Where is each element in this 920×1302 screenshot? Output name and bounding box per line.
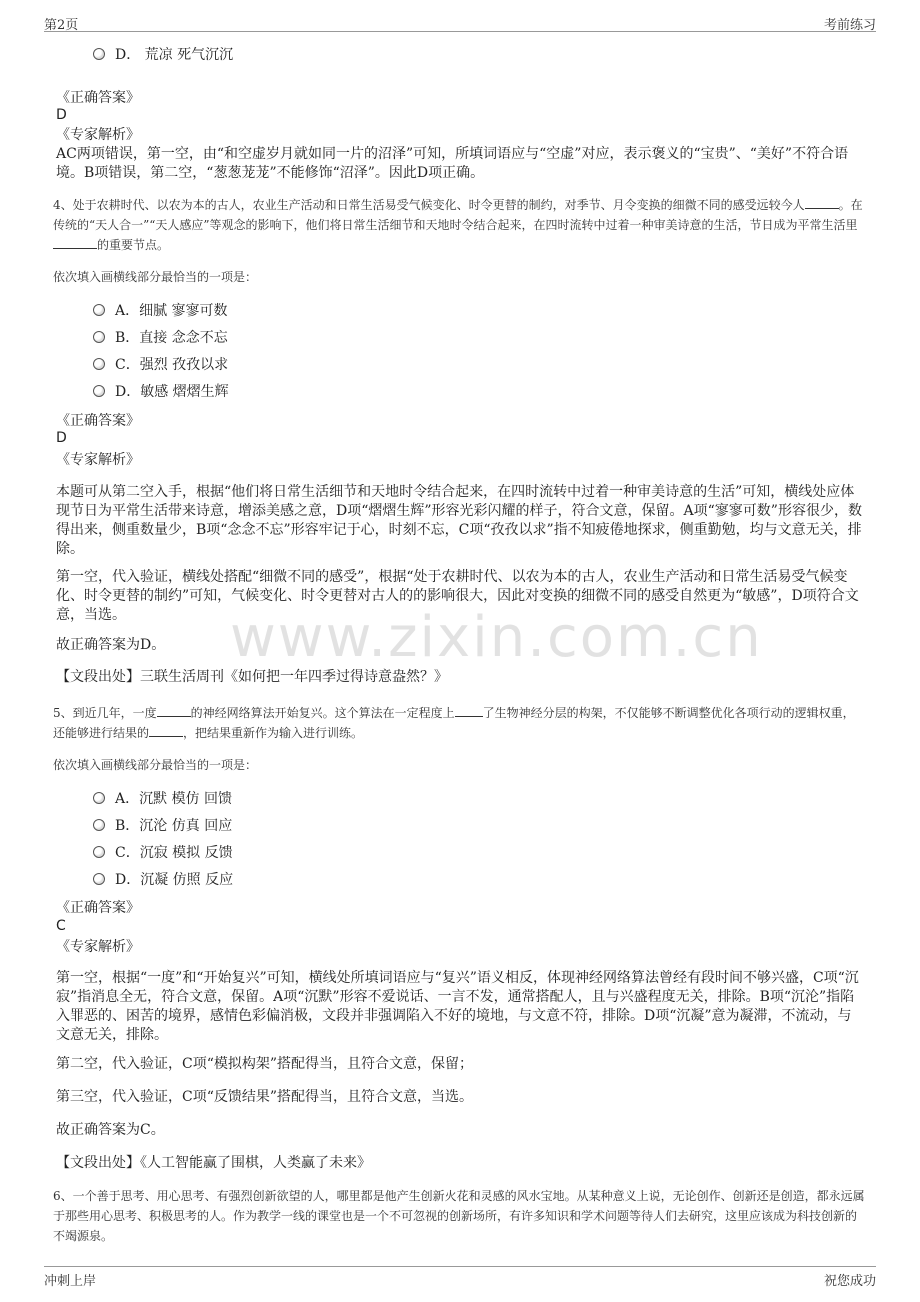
q6-stem: 6、一个善于思考、用心思考、有强烈创新欲望的人，哪里都是他产生创新火花和灵感的风水宝地。从某种意义上说，无论创作、创新还是创造，都永远属于那些用心思考、积极思考的人。作为教学一线的课堂也是一个不可忽视的创新场所，有许多知识和学术问题等待人们去研究，这里应该成为科技创新的不竭源泉。 — [53, 1189, 865, 1243]
q4-source: 【文段出处】三联生活周刊《如何把一年四季过得诗意盎然？》 — [56, 669, 448, 685]
q5-answer-label: 《正确答案》 — [56, 900, 140, 916]
q4-analysis-p2: 第一空，代入验证，横线处搭配“细微不同的感受”，根据“处于农耕时代、以农为本的古人，农业生产活动和日常生活易受气候变化、时令更替的制约”可知，气候变化、时令更替对古人的的影响很大，因此对变换的细微不同的感受自然更为“敏感”，D项符合文意，当选。 — [56, 569, 859, 623]
footer-left: 冲刺上岸 — [44, 1274, 97, 1289]
blank-2 — [53, 236, 97, 249]
q4-option-c[interactable]: C．强烈 孜孜以求 — [93, 356, 228, 374]
q5-option-b[interactable]: B．沉沦 仿真 回应 — [93, 817, 232, 835]
q5-option-c[interactable]: C．沉寂 模拟 反馈 — [93, 844, 233, 862]
header-title: 考前练习 — [823, 18, 876, 33]
blank-1 — [157, 704, 191, 717]
radio-icon[interactable] — [93, 846, 105, 858]
header-page-number: 第2页 — [44, 18, 79, 33]
radio-icon[interactable] — [93, 358, 105, 370]
q4-option-d[interactable]: D．敏感 熠熠生辉 — [93, 383, 229, 401]
q3-analysis: AC两项错误，第一空，由“和空虚岁月就如同一片的沼泽”可知，所填词语应与“空虚”对应，表示褒义的“宝贵”、“美好”不符合语境。B项错误，第二空，“葱葱茏茏”不能修饰“沼泽”。因此D项正确。 — [56, 146, 849, 181]
footer-divider — [44, 1266, 876, 1267]
q4-analysis-p1: 本题可从第二空入手，根据“他们将日常生活细节和天地时令结合起来，在四时流转中过着一种审美诗意的生活”可知，横线处应体现节日为平常生活带来诗意，增添美感之意，D项“熠熠生辉”形容光彩闪耀的样子，符合文意，保留。A项“寥寥可数”形容很少，数得出来，侧重数量少，B项“念念不忘”形容牢记于心，时刻不忘，C项“孜孜以求”指不知疲倦地探求，侧重勤勉，均与文意无关，排除。 — [56, 484, 862, 557]
radio-icon[interactable] — [93, 873, 105, 885]
blank-3 — [149, 724, 183, 737]
q5-source: 【文段出处】《人工智能赢了围棋，人类赢了未来》 — [56, 1155, 371, 1171]
q5-option-a[interactable]: A．沉默 模仿 回馈 — [93, 790, 232, 808]
q5-stem: 5、到近几年，一度 的神经网络算法开始复兴。这个算法在一定程度上 了生物神经分层的构架，不仅能够不断调整优化各项行动的逻辑权重，还能够进行结果的 ，把结果重新作为输入进行训练。 — [53, 706, 855, 740]
q3-option-d[interactable]: D． 荒凉 死气沉沉 — [93, 46, 233, 64]
q4-analysis-label: 《专家解析》 — [56, 452, 140, 468]
q4-option-b[interactable]: B．直接 念念不忘 — [93, 329, 228, 347]
q3-answer-label: 《正确答案》 — [56, 90, 140, 106]
blank-1 — [805, 196, 839, 209]
q4-analysis-p3: 故正确答案为D。 — [56, 637, 166, 653]
q4-prompt: 依次填入画横线部分最恰当的一项是： — [53, 270, 258, 284]
blank-2 — [455, 704, 483, 717]
radio-icon[interactable] — [93, 385, 105, 397]
radio-icon[interactable] — [93, 331, 105, 343]
q5-answer: C — [56, 918, 66, 934]
q3-answer: D — [56, 107, 67, 123]
footer-right: 祝您成功 — [823, 1274, 876, 1289]
header-divider — [44, 31, 876, 32]
radio-icon[interactable] — [93, 792, 105, 804]
q5-analysis-p4: 故正确答案为C。 — [56, 1122, 165, 1138]
q5-analysis-p3: 第三空，代入验证，C项“反馈结果”搭配得当，且符合文意，当选。 — [56, 1089, 474, 1105]
q5-option-d[interactable]: D．沉凝 仿照 反应 — [93, 871, 233, 889]
q5-analysis-p1: 第一空，根据“一度”和“开始复兴”可知，横线处所填词语应与“复兴”语义相反，体现神经网络算法曾经有段时间不够兴盛，C项“沉寂”指消息全无，符合文意，保留。A项“沉默”形容不爱说话、一言不发，通常搭配人，且与兴盛程度无关，排除。B项“沉沦”指陷入罪恶的、困苦的境界，感情色彩偏消极，文段并非强调陷入不好的境地，与文意不符，排除。D项“沉凝”意为凝滞，不流动，与文意无关，排除。 — [56, 970, 859, 1043]
q4-option-a[interactable]: A．细腻 寥寥可数 — [93, 302, 228, 320]
q5-prompt: 依次填入画横线部分最恰当的一项是： — [53, 758, 258, 772]
watermark: www.zixin.com.cn — [230, 605, 763, 670]
radio-icon[interactable] — [93, 819, 105, 831]
q5-analysis-p2: 第二空，代入验证，C项“模拟构架”搭配得当，且符合文意，保留； — [56, 1056, 474, 1072]
radio-icon[interactable] — [93, 48, 105, 60]
radio-icon[interactable] — [93, 304, 105, 316]
q4-answer-label: 《正确答案》 — [56, 413, 140, 429]
q5-analysis-label: 《专家解析》 — [56, 939, 140, 955]
q3-analysis-label: 《专家解析》 — [56, 127, 140, 143]
q4-answer: D — [56, 430, 67, 446]
q4-stem: 4、处于农耕时代、以农为本的古人，农业生产活动和日常生活易受气候变化、时令更替的制约，对季节、月令变换的细微不同的感受远较今人 。在传统的“天人合一”“天人感应”等观念的影响下，他们将日常生活细节和天地时令结合起来，在四时流转中过着一种审美诗意的生活，节日成为平常生活里的重要节点。 — [53, 198, 863, 252]
